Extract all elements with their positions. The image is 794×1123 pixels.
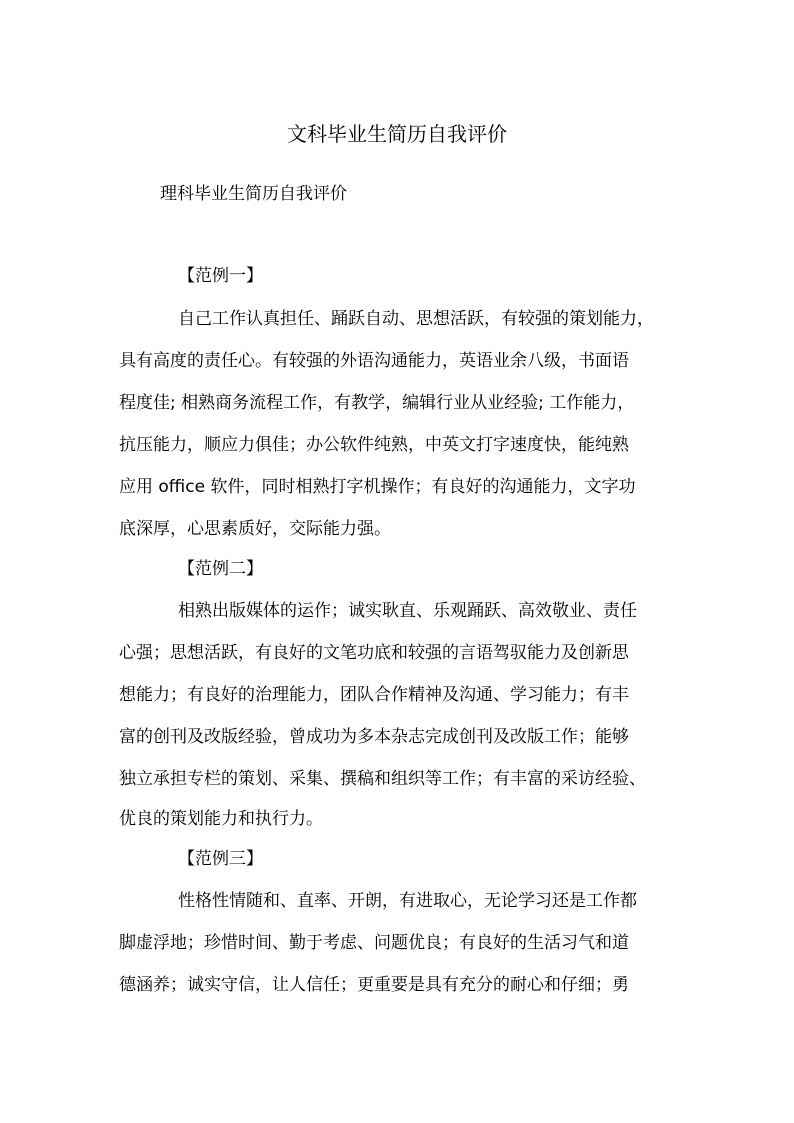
paragraph-line: 应用 office 软件，同时相熟打字机操作；有良好的沟通能力，文字功: [119, 477, 636, 497]
section-heading-1: 【范例一】: [178, 266, 263, 286]
paragraph-line: 相熟出版媒体的运作；诚实耿直、乐观踊跃、高效敬业、责任: [178, 601, 637, 621]
document-subtitle: 理科毕业生简历自我评价: [160, 184, 347, 204]
section-heading-2: 【范例二】: [178, 559, 263, 579]
paragraph-line: 富的创刊及改版经验，曾成功为多本杂志完成创刊及改版工作；能够: [119, 727, 629, 747]
paragraph-line: 脚虚浮地；珍惜时间、勤于考虑、问题优良；有良好的生活习气和道: [119, 933, 629, 953]
paragraph-line: 抗压能力，顺应力俱佳；办公软件纯熟，中英文打字速度快，能纯熟: [119, 435, 629, 455]
document-title: 文科毕业生简历自我评价: [287, 122, 507, 146]
paragraph-line: 性格性情随和、直率、开朗，有进取心，无论学习还是工作都: [178, 891, 637, 911]
paragraph-line: 心强；思想活跃，有良好的文笔功底和较强的言语驾驭能力及创新思: [119, 643, 629, 663]
paragraph-line: 自己工作认真担任、踊跃自动、思想活跃，有较强的策划能力，: [178, 309, 654, 329]
section-heading-3: 【范例三】: [178, 849, 263, 869]
paragraph-line: 具有高度的责任心。有较强的外语沟通能力，英语业余八级，书面语: [119, 351, 629, 371]
paragraph-line: 独立承担专栏的策划、采集、撰稿和组织等工作；有丰富的采访经验、: [119, 769, 646, 789]
paragraph-line: 底深厚，心思素质好，交际能力强。: [119, 519, 391, 539]
paragraph-line: 优良的策划能力和执行力。: [119, 809, 323, 829]
paragraph-line: 程度佳; 相熟商务流程工作，有教学，编辑行业从业经验; 工作能力，: [119, 393, 635, 413]
paragraph-line: 德涵养；诚实守信，让人信任；更重要是具有充分的耐心和仔细；勇: [119, 975, 629, 995]
paragraph-line: 想能力；有良好的治理能力，团队合作精神及沟通、学习能力；有丰: [119, 685, 629, 705]
